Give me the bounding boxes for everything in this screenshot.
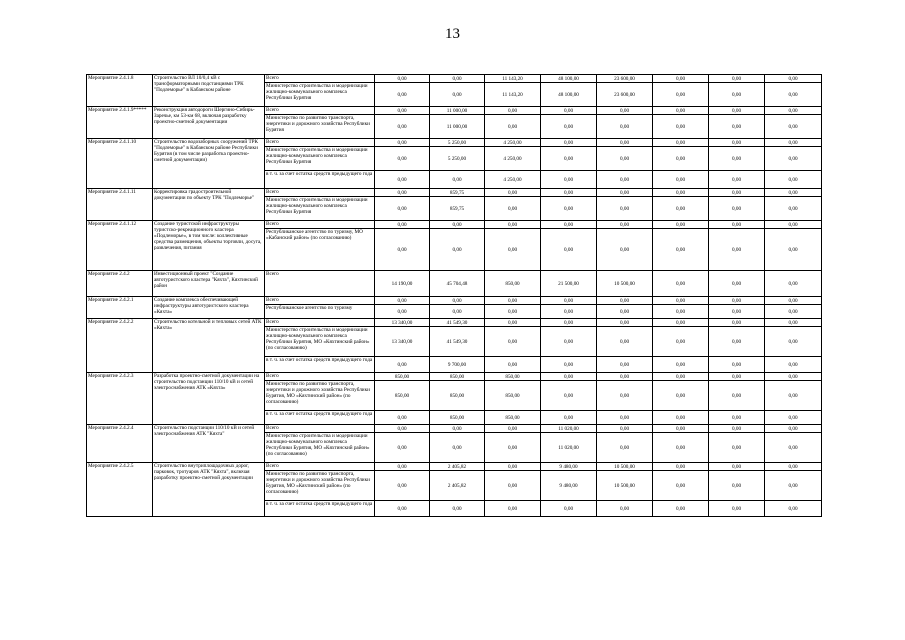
amount-cell: 0,00 <box>765 357 822 373</box>
amount-cell: 0,00 <box>765 381 822 411</box>
amount-cell: 0,00 <box>430 297 485 305</box>
amount-cell: 0,00 <box>485 305 541 319</box>
table-row <box>87 463 822 471</box>
amount-cell: 0,00 <box>375 189 430 197</box>
amount-cell: 0,00 <box>375 463 430 471</box>
amount-cell: 0,00 <box>597 433 653 463</box>
amount-cell: 0,00 <box>541 229 597 271</box>
amount-cell: 0,00 <box>485 229 541 271</box>
amount-cell: 0,00 <box>597 381 653 411</box>
amount-cell: 11 000,00 <box>430 107 485 115</box>
amount-cell: 11 000,00 <box>430 115 485 139</box>
amount-cell: 0,00 <box>709 501 765 517</box>
amount-cell: 0,00 <box>485 433 541 463</box>
funding-source-cell: Министерство строительства и модернизации жилищно-коммунального комплекса Республики Бурятия, МО «Кяхтинский район» (по согласованию) <box>265 433 375 463</box>
amount-cell: 0,00 <box>653 297 709 305</box>
amount-cell: 850,00 <box>430 373 485 381</box>
funding-source-cell: Министерство строительства и модернизации жилищно-коммунального комплекса Республики Бурятия <box>265 197 375 221</box>
amount-cell: 0,00 <box>541 501 597 517</box>
table-row <box>87 189 822 197</box>
funding-source-cell: Всего <box>265 221 375 229</box>
amount-cell: 0,00 <box>653 381 709 411</box>
amount-cell: 0,00 <box>375 433 430 463</box>
amount-cell: 0,00 <box>653 357 709 373</box>
amount-cell: 0,00 <box>541 171 597 189</box>
amount-cell: 0,00 <box>653 433 709 463</box>
amount-cell: 0,00 <box>653 271 709 297</box>
amount-cell: 0,00 <box>653 425 709 433</box>
measure-code-cell: Мероприятие 2.4.2.2 <box>87 319 153 373</box>
amount-cell: 0,00 <box>709 357 765 373</box>
amount-cell: 0,00 <box>765 463 822 471</box>
amount-cell: 0,00 <box>541 139 597 147</box>
measure-description-cell: Строительство котельной и тепловых сетей АТК «Кяхта» <box>153 319 265 373</box>
amount-cell: 0,00 <box>709 221 765 229</box>
amount-cell: 2 405,82 <box>430 471 485 501</box>
amount-cell: 0,00 <box>375 147 430 171</box>
measure-code-cell: Мероприятие 2.4.2.4 <box>87 425 153 463</box>
amount-cell: 10 500,00 <box>597 271 653 297</box>
amount-cell: 0,00 <box>597 319 653 327</box>
measure-description-cell: Корректировка градостроительной документации по объекту ТРК "Подлеморье" <box>153 189 265 221</box>
amount-cell: 0,00 <box>653 221 709 229</box>
amount-cell: 0,00 <box>485 297 541 305</box>
amount-cell: 0,00 <box>375 75 430 83</box>
amount-cell: 4 250,00 <box>485 139 541 147</box>
amount-cell: 0,00 <box>375 501 430 517</box>
amount-cell: 4 250,00 <box>485 147 541 171</box>
amount-cell: 0,00 <box>541 107 597 115</box>
amount-cell: 0,00 <box>709 381 765 411</box>
amount-cell: 850,00 <box>485 271 541 297</box>
amount-cell: 0,00 <box>541 373 597 381</box>
amount-cell: 14 190,00 <box>375 271 430 297</box>
amount-cell: 0,00 <box>765 189 822 197</box>
amount-cell: 0,00 <box>597 171 653 189</box>
amount-cell: 0,00 <box>597 221 653 229</box>
amount-cell: 0,00 <box>375 221 430 229</box>
measure-code-cell: Мероприятие 2.4.2.5 <box>87 463 153 517</box>
amount-cell: 850,00 <box>430 381 485 411</box>
amount-cell: 0,00 <box>597 297 653 305</box>
amount-cell: 0,00 <box>375 83 430 107</box>
amount-cell: 0,00 <box>653 75 709 83</box>
amount-cell: 0,00 <box>765 411 822 425</box>
amount-cell: 0,00 <box>485 115 541 139</box>
funding-source-cell: Всего <box>265 139 375 147</box>
amount-cell: 0,00 <box>597 189 653 197</box>
amount-cell: 0,00 <box>709 271 765 297</box>
amount-cell: 11 143,20 <box>485 75 541 83</box>
amount-cell: 0,00 <box>653 171 709 189</box>
amount-cell: 0,00 <box>709 411 765 425</box>
table-row <box>87 271 822 297</box>
amount-cell: 0,00 <box>597 115 653 139</box>
amount-cell: 0,00 <box>485 425 541 433</box>
amount-cell: 0,00 <box>375 115 430 139</box>
amount-cell: 41 549,30 <box>430 319 485 327</box>
amount-cell: 0,00 <box>709 189 765 197</box>
amount-cell: 0,00 <box>709 147 765 171</box>
measure-description-cell: Разработка проектно-сметной документации на строительство подстанции 110/10 кВ и сетей электроснабжения АТК «Кяхта» <box>153 373 265 425</box>
amount-cell: 23 600,00 <box>597 75 653 83</box>
amount-cell: 0,00 <box>653 139 709 147</box>
amount-cell: 0,00 <box>765 271 822 297</box>
measure-code-cell: Мероприятие 2.4.1.8 <box>87 75 153 107</box>
amount-cell: 0,00 <box>765 197 822 221</box>
amount-cell: 0,00 <box>541 197 597 221</box>
amount-cell: 0,00 <box>653 147 709 171</box>
amount-cell: 0,00 <box>765 471 822 501</box>
funding-source-cell: Всего <box>265 373 375 381</box>
table-row <box>87 221 822 229</box>
amount-cell: 10 500,00 <box>597 471 653 501</box>
measure-code-cell: Мероприятие 2.4.1.12 <box>87 221 153 271</box>
amount-cell: 9 480,00 <box>541 471 597 501</box>
amount-cell: 0,00 <box>765 83 822 107</box>
amount-cell: 850,00 <box>430 411 485 425</box>
funding-source-cell: Министерство строительства и модернизации жилищно-коммунального комплекса Республики Бурятия <box>265 147 375 171</box>
amount-cell: 0,00 <box>541 357 597 373</box>
funding-source-cell: Всего <box>265 297 375 305</box>
amount-cell: 0,00 <box>709 463 765 471</box>
amount-cell: 0,00 <box>765 171 822 189</box>
amount-cell: 0,00 <box>485 357 541 373</box>
amount-cell: 0,00 <box>653 471 709 501</box>
amount-cell: 0,00 <box>430 229 485 271</box>
table-row <box>87 297 822 305</box>
amount-cell: 0,00 <box>541 297 597 305</box>
measure-code-cell: Мероприятие 2.4.2.3 <box>87 373 153 425</box>
table-row <box>87 139 822 147</box>
amount-cell: 0,00 <box>765 373 822 381</box>
amount-cell: 0,00 <box>485 501 541 517</box>
amount-cell: 0,00 <box>541 115 597 139</box>
amount-cell: 0,00 <box>485 107 541 115</box>
amount-cell: 48 100,00 <box>541 75 597 83</box>
amount-cell: 0,00 <box>430 425 485 433</box>
amount-cell: 0,00 <box>653 501 709 517</box>
amount-cell: 0,00 <box>541 327 597 357</box>
amount-cell: 2 405,82 <box>430 463 485 471</box>
amount-cell: 0,00 <box>709 139 765 147</box>
measure-code-cell: Мероприятие 2.4.1.10 <box>87 139 153 189</box>
amount-cell: 0,00 <box>653 229 709 271</box>
amount-cell: 13 340,00 <box>375 319 430 327</box>
amount-cell: 0,00 <box>709 115 765 139</box>
amount-cell: 0,00 <box>653 463 709 471</box>
amount-cell: 0,00 <box>375 107 430 115</box>
amount-cell: 0,00 <box>709 425 765 433</box>
amount-cell: 0,00 <box>375 139 430 147</box>
amount-cell: 0,00 <box>653 189 709 197</box>
amount-cell: 0,00 <box>709 373 765 381</box>
funding-source-cell: в т. ч. за счет остатка средств предыдущего года <box>265 501 375 517</box>
amount-cell: 0,00 <box>653 83 709 107</box>
amount-cell: 0,00 <box>375 357 430 373</box>
amount-cell: 850,00 <box>375 381 430 411</box>
amount-cell: 0,00 <box>430 75 485 83</box>
amount-cell: 0,00 <box>765 297 822 305</box>
amount-cell: 45 704,48 <box>430 271 485 297</box>
amount-cell: 11 143,20 <box>485 83 541 107</box>
table-row <box>87 75 822 83</box>
amount-cell: 0,00 <box>709 471 765 501</box>
funding-source-cell: Всего <box>265 75 375 83</box>
measure-code-cell: Мероприятие 2.4.1.9***** <box>87 107 153 139</box>
funding-source-cell: Министерство по развитию транспорта, энергетики и дорожного хозяйства Республики Бурятия <box>265 115 375 139</box>
amount-cell: 0,00 <box>765 319 822 327</box>
amount-cell: 0,00 <box>765 425 822 433</box>
amount-cell: 0,00 <box>765 229 822 271</box>
amount-cell: 0,00 <box>541 411 597 425</box>
amount-cell: 859,75 <box>430 197 485 221</box>
amount-cell: 0,00 <box>541 189 597 197</box>
amount-cell: 0,00 <box>597 327 653 357</box>
amount-cell: 0,00 <box>485 197 541 221</box>
amount-cell: 0,00 <box>485 471 541 501</box>
measure-code-cell: Мероприятие 2.4.1.11 <box>87 189 153 221</box>
amount-cell: 0,00 <box>765 147 822 171</box>
amount-cell: 11 020,00 <box>541 433 597 463</box>
amount-cell: 41 549,30 <box>430 327 485 357</box>
amount-cell: 0,00 <box>709 327 765 357</box>
amount-cell: 0,00 <box>597 229 653 271</box>
page-number: 13 <box>445 26 460 42</box>
funding-source-cell: Министерство по развитию транспорта, энергетики и дорожного хозяйства Республики Бурятия, МО «Кяхтинский район» (по согласованию) <box>265 381 375 411</box>
amount-cell: 0,00 <box>430 501 485 517</box>
funding-source-cell: в т. ч. за счет остатка средств предыдущего года <box>265 171 375 189</box>
measure-description-cell: Создание комплекса обеспечивающей инфраструктуры автотуристского кластера «Кяхта» <box>153 297 265 319</box>
amount-cell: 0,00 <box>597 425 653 433</box>
amount-cell: 4 250,00 <box>485 171 541 189</box>
amount-cell: 0,00 <box>653 107 709 115</box>
amount-cell: 0,00 <box>709 75 765 83</box>
amount-cell: 0,00 <box>485 463 541 471</box>
measure-description-cell: Строительство подстанции 110/10 кВ и сетей электроснабжения АТК "Кяхта" <box>153 425 265 463</box>
amount-cell: 850,00 <box>485 411 541 425</box>
amount-cell: 0,00 <box>541 305 597 319</box>
amount-cell: 850,00 <box>375 373 430 381</box>
amount-cell: 0,00 <box>597 107 653 115</box>
program-measures-table <box>86 74 822 517</box>
amount-cell: 0,00 <box>709 305 765 319</box>
funding-source-cell: Всего <box>265 319 375 327</box>
amount-cell: 0,00 <box>709 107 765 115</box>
amount-cell: 11 020,00 <box>541 425 597 433</box>
measure-description-cell: Строительство водозаборных сооружений ТРК "Подлеморье" в Кабанском районе Республики Бурятия (в том числе разработка проектно-сметной документации) <box>153 139 265 189</box>
funding-source-cell: в т. ч. за счет остатка средств предыдущего года <box>265 357 375 373</box>
amount-cell: 21 500,00 <box>541 271 597 297</box>
amount-cell: 0,00 <box>541 147 597 171</box>
measure-code-cell: Мероприятие 2.4.2 <box>87 271 153 297</box>
amount-cell: 850,00 <box>485 381 541 411</box>
amount-cell: 0,00 <box>709 297 765 305</box>
amount-cell: 0,00 <box>485 189 541 197</box>
funding-source-cell: Всего <box>265 107 375 115</box>
amount-cell: 0,00 <box>375 471 430 501</box>
amount-cell: 5 250,00 <box>430 139 485 147</box>
funding-source-cell: Министерство строительства и модернизации жилищно-коммунального комплекса Республики Бурятия, МО «Кяхтинский район» (по согласованию) <box>265 327 375 357</box>
measure-description-cell: Строительство ВЛ 10/0,4 кВ с трансформаторными подстанциями ТРК "Подлеморье" в Кабанском районе <box>153 75 265 107</box>
funding-source-cell: Всего <box>265 425 375 433</box>
amount-cell: 0,00 <box>709 83 765 107</box>
funding-source-cell: Всего <box>265 189 375 197</box>
amount-cell: 0,00 <box>597 197 653 221</box>
amount-cell: 850,00 <box>485 373 541 381</box>
amount-cell: 0,00 <box>541 319 597 327</box>
amount-cell: 0,00 <box>485 221 541 229</box>
amount-cell: 0,00 <box>709 319 765 327</box>
amount-cell: 0,00 <box>541 221 597 229</box>
amount-cell: 0,00 <box>430 433 485 463</box>
table-row <box>87 319 822 327</box>
amount-cell: 0,00 <box>597 147 653 171</box>
measure-code-cell: Мероприятие 2.4.2.1 <box>87 297 153 319</box>
amount-cell: 0,00 <box>430 171 485 189</box>
amount-cell: 0,00 <box>653 411 709 425</box>
amount-cell: 0,00 <box>430 305 485 319</box>
amount-cell: 0,00 <box>375 297 430 305</box>
amount-cell: 0,00 <box>541 381 597 411</box>
amount-cell: 0,00 <box>485 319 541 327</box>
funding-source-cell: Всего <box>265 463 375 471</box>
funding-source-cell: Всего <box>265 271 375 297</box>
funding-source-cell: Республиканское агентство по туризму, МО «Кабанский район» (по согласованию) <box>265 229 375 271</box>
amount-cell: 0,00 <box>597 139 653 147</box>
amount-cell: 0,00 <box>430 83 485 107</box>
funding-source-cell: в т. ч. за счет остатка средств предыдущего года <box>265 411 375 425</box>
amount-cell: 0,00 <box>485 327 541 357</box>
amount-cell: 48 100,00 <box>541 83 597 107</box>
amount-cell: 0,00 <box>765 221 822 229</box>
amount-cell: 0,00 <box>653 319 709 327</box>
amount-cell: 0,00 <box>653 373 709 381</box>
amount-cell: 0,00 <box>765 139 822 147</box>
amount-cell: 0,00 <box>375 171 430 189</box>
amount-cell: 0,00 <box>765 305 822 319</box>
amount-cell: 0,00 <box>709 433 765 463</box>
amount-cell: 859,75 <box>430 189 485 197</box>
table-row <box>87 373 822 381</box>
amount-cell: 0,00 <box>765 75 822 83</box>
amount-cell: 0,00 <box>709 229 765 271</box>
amount-cell: 0,00 <box>375 411 430 425</box>
amount-cell: 0,00 <box>709 197 765 221</box>
amount-cell: 0,00 <box>375 197 430 221</box>
amount-cell: 0,00 <box>597 373 653 381</box>
amount-cell: 0,00 <box>597 305 653 319</box>
amount-cell: 0,00 <box>653 305 709 319</box>
amount-cell: 0,00 <box>430 221 485 229</box>
amount-cell: 0,00 <box>653 197 709 221</box>
funding-source-cell: Министерство строительства и модернизации жилищно-коммунального комплекса Республики Бурятия <box>265 83 375 107</box>
measure-description-cell: Инвестиционный проект "Создание автотуристского кластера "Кяхта", Кяхтинский район <box>153 271 265 297</box>
amount-cell: 9 480,00 <box>541 463 597 471</box>
table-row <box>87 107 822 115</box>
measure-description-cell: Создание туристской инфраструктуры туристско-рекреационного кластера «Подлеморье», в том числе: коллективные средства размещения, объекты торговли, досуга, развлечения, питания <box>153 221 265 271</box>
amount-cell: 0,00 <box>597 501 653 517</box>
amount-cell: 0,00 <box>597 357 653 373</box>
amount-cell: 5 250,00 <box>430 147 485 171</box>
table-row <box>87 425 822 433</box>
amount-cell: 13 340,00 <box>375 327 430 357</box>
amount-cell: 0,00 <box>375 305 430 319</box>
measure-description-cell: Реконструкция автодороги Шергино-Сибирь-Заречье, км 53-км 68, включая разработку проектно-сметной документации <box>153 107 265 139</box>
amount-cell: 0,00 <box>375 425 430 433</box>
amount-cell: 0,00 <box>653 327 709 357</box>
amount-cell: 0,00 <box>375 229 430 271</box>
measure-description-cell: Строительство внутриплощадочных дорог, парковок, тротуаров АТК "Кяхта", включая разработку проектно-сметной документации <box>153 463 265 517</box>
amount-cell: 23 600,00 <box>597 83 653 107</box>
amount-cell: 10 500,00 <box>597 463 653 471</box>
funding-source-cell: Министерство по развитию транспорта, энергетики и дорожного хозяйства Республики Бурятия, МО «Кяхтинский район» (по согласованию) <box>265 471 375 501</box>
amount-cell: 9 700,00 <box>430 357 485 373</box>
amount-cell: 0,00 <box>709 171 765 189</box>
amount-cell: 0,00 <box>765 115 822 139</box>
amount-cell: 0,00 <box>765 107 822 115</box>
funding-source-cell: Республиканское агентство по туризму <box>265 305 375 319</box>
amount-cell: 0,00 <box>765 327 822 357</box>
amount-cell: 0,00 <box>653 115 709 139</box>
amount-cell: 0,00 <box>765 433 822 463</box>
amount-cell: 0,00 <box>597 411 653 425</box>
amount-cell: 0,00 <box>765 501 822 517</box>
